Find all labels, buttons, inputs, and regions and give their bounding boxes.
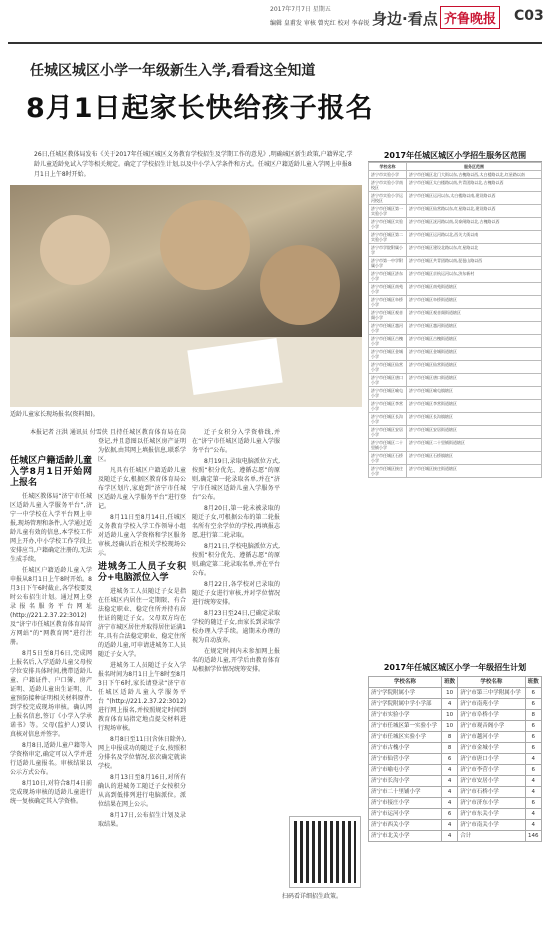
table-row (369, 787, 542, 798)
table-row (369, 465, 542, 478)
table-cell: 济宁市任城区长沟镇辖区 (407, 413, 542, 426)
table-cell: 济宁市长沟小学 (369, 776, 442, 787)
paragraph: 8月13日至8月16日,对所有确认的进城务工随迁子女按积分从高到低排列进行电脑派位。派位结果在网上公示。 (98, 774, 186, 808)
table-cell: 济宁市南苑小学 (458, 699, 525, 710)
table-cell: 济宁市古槐小学 (369, 743, 442, 754)
table-row (369, 171, 542, 179)
paragraph: 任城区教体局“济宁市任城区适龄儿童入学服务平台”,济宁一中学校在入学平台网上申报,现场管理和条件,入学通过适龄儿童有效的信息,本学校工作网上开办,中小学校工作学段上安排应当,户籍确定注册的,无法生成手续。 (10, 493, 92, 563)
table-cell: 济宁市西关小学 (369, 820, 442, 831)
article-column-2 (98, 428, 186, 938)
newspaper-logo: 齐鲁晚报 (440, 6, 500, 29)
table-row (369, 218, 542, 231)
table-row (369, 820, 542, 831)
paragraph: 8月23日至24日,已确定录取学校的随迁子女,由家长到录取学校办理入学手续。逾期未办理的视为自动放弃。 (192, 610, 280, 644)
table-row (369, 205, 542, 218)
table-cell: 济宁学院附属小学 (369, 688, 442, 699)
table-cell: 济宁市第三中学附属小学 (458, 688, 525, 699)
table-cell: 济宁市任城区李营街道辖区 (407, 400, 542, 413)
section-heading: 进城务工人员子女积分+电脑派位入学 (98, 562, 186, 583)
table-row (369, 732, 542, 743)
table-cell: 6 (525, 699, 541, 710)
table-row (369, 361, 542, 374)
table-cell: 4 (525, 787, 541, 798)
paragraph: 进城务工人员随迁子女入学报名时间为8月1日上午8时至8月3日下午6时,家长请登录“济宁市任城区适龄儿童入学服务平台”(http://221.2.37.22:3012)进行网上报名,并按照规定时间到教育体育局指定地点提交材料进行现场审核。 (98, 662, 186, 732)
service-area-table (368, 162, 542, 478)
table-row (369, 400, 542, 413)
table-cell: 济宁市任城区安居小学 (369, 426, 407, 439)
table-cell: 济宁市第一中学附属小学 (369, 257, 407, 270)
table-cell: 济宁市任城区接庄街道辖区 (407, 465, 542, 478)
paragraph: 8月11日至8月14日,任城区义务教育学校入学工作领导小组对适龄儿童入学资格和学区服务审核,经确认后在相关学校现场公示。 (98, 514, 186, 557)
table-cell: 济宁市任城区仙营街道辖区 (407, 361, 542, 374)
table-cell: 146 (525, 831, 541, 842)
table-cell: 济宁学院附属中学小学部 (369, 699, 442, 710)
table-row (369, 743, 542, 754)
table-cell: 济宁市任城区运河以东,太白楼路以南,建设路以西 (407, 192, 542, 205)
table-cell: 济宁市任城区阜桥街道辖区 (407, 296, 542, 309)
table-row (369, 798, 542, 809)
service-area-table-title: 2017年任城区城区小学招生服务区范围 (368, 150, 542, 162)
table-cell: 济宁市任城区观音阁街道辖区 (407, 309, 542, 322)
table-cell: 济宁市任城区古槐街道辖区 (407, 335, 542, 348)
table-cell: 济宁市任城区第一实验小学 (369, 721, 442, 732)
table-row (369, 426, 542, 439)
table-cell: 4 (441, 820, 457, 831)
table-row (369, 348, 542, 361)
table-cell: 济宁市任城区南苑小学 (369, 283, 407, 296)
table-cell: 济宁市任城区阜桥小学 (369, 296, 407, 309)
table-row (369, 387, 542, 400)
table-cell: 济宁市运河小学 (369, 809, 442, 820)
table-cell: 4 (441, 787, 457, 798)
table-cell: 济宁市仙营小学 (369, 754, 442, 765)
table-cell: 济宁市二十里铺小学 (369, 787, 442, 798)
enrollment-plan-table-title: 2017年任城区城区小学一年级招生计划 (383, 663, 527, 672)
table-cell: 4 (441, 798, 457, 809)
table-cell: 6 (441, 809, 457, 820)
table-cell: 济宁市任城区北门大街以东,古槐路以西,太白楼路以北,红星路以南 (407, 171, 542, 179)
qr-caption: 扫码看详细招生政策。 (282, 893, 343, 900)
table-cell: 4 (441, 699, 457, 710)
table-cell: 4 (441, 831, 457, 842)
table-cell: 济宁市任城区石桥小学 (369, 452, 407, 465)
table-cell: 济宁市任城区第二实验小学 (369, 231, 407, 244)
table-row (369, 257, 542, 270)
paragraph: 8月21日,学校电脑派位方式,按照“积分优先、遵循志愿”的原则,确定第二轮录取名单,并在平台公布。 (192, 543, 280, 577)
table-cell: 6 (525, 765, 541, 776)
byline: 本报记者 汪洪 通讯员 付雪侠 (30, 429, 108, 436)
table-cell: 6 (525, 798, 541, 809)
table-cell: 4 (441, 776, 457, 787)
table-cell: 济宁市任城区二十里铺小学 (369, 439, 407, 452)
table-cell: 济宁市任城区仙营路以东,红星路以北,建设路以西 (407, 205, 542, 218)
table-cell: 济宁市任城区越河街道辖区 (407, 322, 542, 335)
table-row (369, 754, 542, 765)
table-cell: 济宁市唐口小学 (458, 754, 525, 765)
table-header: 服务区范围 (407, 163, 542, 171)
table-header: 班数 (441, 677, 457, 688)
page-header (8, 0, 542, 44)
editor-credits: 编辑 皇甫发 审核 曾宪红 校对 李春锐 (270, 20, 370, 27)
paragraph: 在规定时间内未参加网上报名的适龄儿童,开学后由教育体育局根据学位情况统筹安排。 (192, 648, 280, 673)
table-cell: 济宁市任城区仙营小学 (369, 361, 407, 374)
table-cell: 济宁市任城区安居街道辖区 (407, 426, 542, 439)
article-lead: 26日,任城区教体局发布《关于2017年任城区城区义务教育学校招生及学期工作的意见》,明确城区新生政策,户籍界定,学龄儿童适龄免试入学等相关规定。确定了学校招生计划,以及中小学入学条件和方式。任城区户籍适龄儿童入学网上申报8月1日上午8时开始。 (34, 151, 353, 178)
table-cell: 济宁市任城区喻屯镇辖区 (407, 387, 542, 400)
table-cell: 济宁市任城区第一实验小学 (369, 205, 407, 218)
table-cell: 6 (525, 743, 541, 754)
table-row (369, 765, 542, 776)
table-cell: 济宁市任城区运河路以北,西关大街以南 (407, 231, 542, 244)
table-cell: 济宁市东关小学 (458, 809, 525, 820)
table-cell: 济宁市任城区长沟小学 (369, 413, 407, 426)
table-cell: 6 (525, 721, 541, 732)
table-cell: 济宁市越河小学 (458, 732, 525, 743)
paragraph: 凡具有任城区户籍适龄儿童及随迁子女,根据区教育体育局公布学区划片,家庭到“济宁市任城区适龄儿童入学服务平台”进行登记。 (98, 467, 186, 510)
table-row (369, 831, 542, 842)
table-cell: 6 (525, 688, 541, 699)
table-cell: 济宁市安居小学 (458, 776, 525, 787)
table-cell: 济宁市学院附属小学 (369, 244, 407, 257)
table-row (369, 322, 542, 335)
table-cell: 济宁市北关小学 (369, 831, 442, 842)
table-cell: 济宁市任城区京杭运河以东,济东新村 (407, 270, 542, 283)
table-cell: 济宁市任城区实验小学 (369, 218, 407, 231)
qr-code[interactable] (290, 817, 360, 887)
enrollment-plan-table (368, 676, 542, 842)
table-row (369, 179, 542, 192)
table-cell: 济宁市济东小学 (458, 798, 525, 809)
paragraph: 8月22日,各学校对已录取的随迁子女进行审核,并对学位情况进行统筹安排。 (192, 581, 280, 606)
article-column-1 (10, 452, 92, 936)
table-cell: 6 (441, 754, 457, 765)
paragraph: 任城区户籍适龄儿童入学申报从8月1日上午8时开始。8月3日下午6时截止,各学校要及时公布招生计划。通过网上登录报名服务平台网址(http://221.2.37.22:3012)及“济宁市任城区教育体育局官方网站”的“网教育网”进行注册。 (10, 567, 92, 646)
news-photo (10, 185, 362, 407)
paragraph: 8月19日,录取电脑派位方式,按照“积分优先、遵循志愿”的原则,确定第一轮录取名单,并在“济宁市任城区适龄儿童入学服务平台”公布。 (192, 458, 280, 501)
table-cell: 济宁市实验小学运河校区 (369, 192, 407, 205)
table-cell: 济宁市任城区古槐小学 (369, 335, 407, 348)
paragraph: 8月10日,对符合8月4日前完成现场审核的适龄儿童进行统一复核确定其入学资格。 (10, 780, 92, 805)
table-cell: 济宁市任城区太白楼路以南,共青团路以北,古槐路以西 (407, 179, 542, 192)
table-row (369, 192, 542, 205)
table-header: 学校名称 (458, 677, 525, 688)
table-row (369, 374, 542, 387)
table-row (369, 270, 542, 283)
table-row (369, 699, 542, 710)
table-header: 班数 (525, 677, 541, 688)
paragraph: 进城务工人员随迁子女是指在任城区内居住一定期限、有合法稳定职业、稳定住所并持有居住证的随迁子女。父母双方均在济宁市城区居住并取得居住证满1年,具有合法稳定职业、稳定住所的适龄儿童,可申请进城务工人员随迁子女入学。 (98, 588, 186, 658)
table-cell: 4 (525, 776, 541, 787)
table-cell: 济宁市任城区共青团路以南,琵琶山路以西 (407, 257, 542, 270)
table-cell: 济宁市任城区洸河路以南,吴泰闸路以北,古槐路以西 (407, 218, 542, 231)
table-cell: 济宁市任城区金城小学 (369, 348, 407, 361)
article-column-3 (192, 428, 280, 938)
paragraph: 8月5日至8月6日,完成网上报名后,入学适龄儿童父母按学位安排具体时间,携带适龄儿童、户籍证件、户口簿、房产证明、适龄儿童出生证明、儿童预防接种证明相关材料原件,到学校完成现场审核。确认网上报名信息,签订《小学入学承诺书》等。父母(监护人)要认真核对信息并签字。 (10, 650, 92, 738)
table-header: 学校名称 (369, 163, 407, 171)
table-cell: 4 (525, 754, 541, 765)
photo-caption: 适龄儿童家长现场报名(资料图)。 (10, 411, 99, 418)
table-cell: 济宁市任城区接庄小学 (369, 465, 407, 478)
table-cell: 济宁市任城区南苑街道辖区 (407, 283, 542, 296)
table-cell: 8 (525, 710, 541, 721)
table-row (369, 809, 542, 820)
table-cell: 8 (441, 743, 457, 754)
article-subtitle: 任城区城区小学一年级新生入学,看看这全知道 (30, 63, 316, 79)
table-cell: 济宁市任城区二十里铺街道辖区 (407, 439, 542, 452)
table-cell: 8 (441, 732, 457, 743)
paragraph: 8月8日,适龄儿童户籍等入学资格审定,确定可以入学并进行适龄儿童报名。审核结果以公示方式公布。 (10, 742, 92, 776)
section-heading: 任城区户籍适龄儿童入学8月1日开始网上报名 (10, 456, 92, 488)
table-cell: 济宁市任城区唐口小学 (369, 374, 407, 387)
table-row (369, 309, 542, 322)
paragraph: 且持任城区教育体育局在岗登记,并且意图以任城区房产证明为依据,由其网上填报信息,联系学区。 (98, 429, 186, 463)
table-cell: 济宁市任城区越河小学 (369, 322, 407, 335)
table-cell: 济宁市南关小学 (458, 820, 525, 831)
table-cell: 10 (441, 721, 457, 732)
table-cell: 济宁市任城区济东小学 (369, 270, 407, 283)
table-cell: 4 (441, 765, 457, 776)
paragraph: 8月8日至11日(含休日除外),网上申报成功的随迁子女,按照积分排名及学位情况,依次确定就读学校。 (98, 736, 186, 770)
table-row (369, 283, 542, 296)
table-cell: 济宁市李营小学 (458, 765, 525, 776)
table-cell: 济宁市阜桥小学 (458, 710, 525, 721)
table-cell: 济宁市接庄小学 (369, 798, 442, 809)
table-cell: 济宁市任城区实验小学 (369, 732, 442, 743)
paragraph: 迁子女积分入学资格线,并在“济宁市任城区适龄儿童入学服务平台”公布。 (192, 429, 280, 454)
table-row (369, 439, 542, 452)
table-row (369, 413, 542, 426)
page-number: C03 (514, 8, 544, 24)
article-title: 8月1日起家长快给孩子报名 (26, 93, 374, 124)
table-cell: 济宁市石桥小学 (458, 787, 525, 798)
table-cell: 济宁市实验小学 (369, 710, 442, 721)
table-cell: 济宁市喻屯小学 (369, 765, 442, 776)
table-cell: 6 (525, 732, 541, 743)
table-cell: 济宁市任城区金城街道辖区 (407, 348, 542, 361)
table-row (369, 721, 542, 732)
table-cell: 济宁市任城区喻屯小学 (369, 387, 407, 400)
table-row (369, 231, 542, 244)
table-row (369, 452, 542, 465)
table-cell: 10 (441, 710, 457, 721)
table-cell: 济宁市金城小学 (458, 743, 525, 754)
issue-date: 2017年7月7日 星期五 (270, 6, 331, 13)
table-row (369, 776, 542, 787)
table-cell: 济宁市任城区观音阁小学 (369, 309, 407, 322)
paragraph: 8月20日,第一轮未被录取的随迁子女,可根据公布的第二轮报名所有空余学位的学校,再填报志愿,进行第二轮录取。 (192, 505, 280, 539)
table-cell: 济宁市任城区唐口街道辖区 (407, 374, 542, 387)
table-cell: 4 (525, 809, 541, 820)
table-cell: 济宁市观音阁小学 (458, 721, 525, 732)
table-cell: 济宁市任城区李营小学 (369, 400, 407, 413)
paragraph: 8月17日,公布招生计划及录取结果。 (98, 812, 186, 828)
table-cell: 10 (441, 688, 457, 699)
table-row (369, 710, 542, 721)
table-row (369, 296, 542, 309)
table-row (369, 688, 542, 699)
table-row (369, 244, 542, 257)
table-cell: 济宁市实验小学南校区 (369, 179, 407, 192)
table-cell: 济宁市任城区石桥镇辖区 (407, 452, 542, 465)
section-name: 身边·看点 (372, 10, 438, 28)
table-cell: 4 (525, 820, 541, 831)
table-cell: 济宁市实验小学 (369, 171, 407, 179)
table-row (369, 335, 542, 348)
table-cell: 济宁市任城区建设北路以东,红星路以北 (407, 244, 542, 257)
table-header: 学校名称 (369, 677, 442, 688)
table-cell: 合计 (458, 831, 525, 842)
